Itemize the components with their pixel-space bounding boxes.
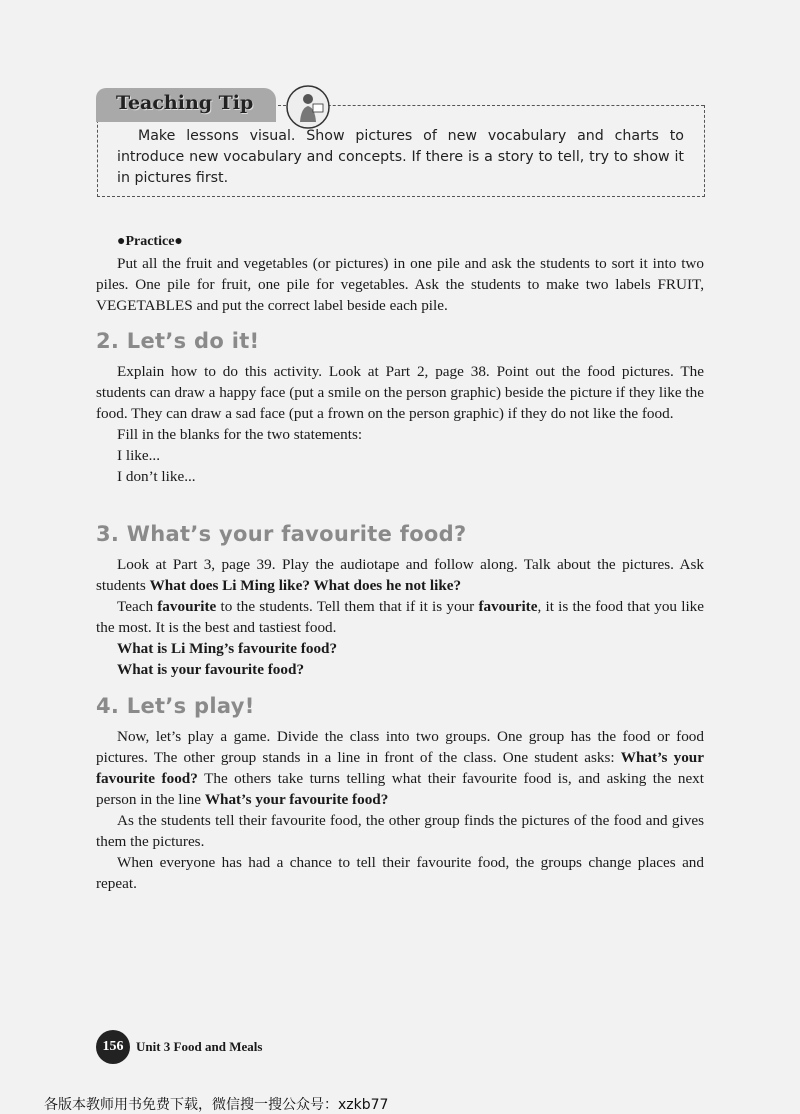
section-3-paragraph-1: Look at Part 3, page 39. Play the audiotape and follow along. Talk about the pictures. Ask students What does Li Ming like? What does he not like? <box>96 556 704 594</box>
section-3-body <box>96 554 704 680</box>
watermark-text: 各版本教师用书免费下载，微信搜一搜公众号：xzkb77 <box>44 1097 389 1113</box>
page-number: 156 <box>96 1030 130 1064</box>
section-4-paragraph-1: Now, let’s play a game. Divide the class into two groups. One group has the food or food pictures. The other group stands in a line in front of the class. One student asks: What’s your favourite food? The others take turns telling what their favourite food is, and asking the next person in the line What’s your favourite food? <box>96 728 704 808</box>
section-2-statement-dislike: I don’t like... <box>117 468 196 485</box>
section-2-heading: 2. Let’s do it! <box>96 329 260 353</box>
teaching-tip-label: Teaching Tip <box>96 88 276 122</box>
section-4-heading: 4. Let’s play! <box>96 694 255 718</box>
section-3-question-2: What is your favourite food? <box>117 661 305 678</box>
section-3-question-1: What is Li Ming’s favourite food? <box>117 640 338 657</box>
section-2-body <box>96 361 704 487</box>
section-3-heading: 3. What’s your favourite food? <box>96 522 467 546</box>
practice-label: ●Practice● <box>117 234 183 249</box>
unit-title: Unit 3 Food and Meals <box>136 1039 263 1054</box>
teaching-tip-text: Make lessons visual. Show pictures of new vocabulary and charts to introduce new vocabulary and concepts. If there is a story to tell, try to show it in pictures first. <box>117 128 684 186</box>
practice-paragraph: Put all the fruit and vegetables (or pictures) in one pile and ask the students to sort it into two piles. One pile for fruit, one pile for vegetables. Ask the students to make two labels FRUIT, VEGETABLES and put the correct label beside each pile. <box>96 255 704 314</box>
section-4-body <box>96 726 704 894</box>
section-2-paragraph: Explain how to do this activity. Look at Part 2, page 38. Point out the food pictures. The students can draw a happy face (put a smile on the person graphic) beside the picture if they like the food. They can draw a sad face (put a frown on the person graphic) if they do not like the food. <box>96 363 704 422</box>
section-2-instruction: Fill in the blanks for the two statements: <box>117 426 363 443</box>
section-4-paragraph-3: When everyone has had a chance to tell their favourite food, the groups change places and repeat. <box>96 854 704 892</box>
section-4-paragraph-2: As the students tell their favourite food, the other group finds the pictures of the food and gives them the pictures. <box>96 812 704 850</box>
teacher-illustration-icon <box>285 84 331 130</box>
section-2-statement-like: I like... <box>117 447 161 464</box>
section-3-paragraph-2: Teach favourite to the students. Tell them that if it is your favourite, it is the food that you like the most. It is the best and tastiest food. <box>96 598 704 636</box>
